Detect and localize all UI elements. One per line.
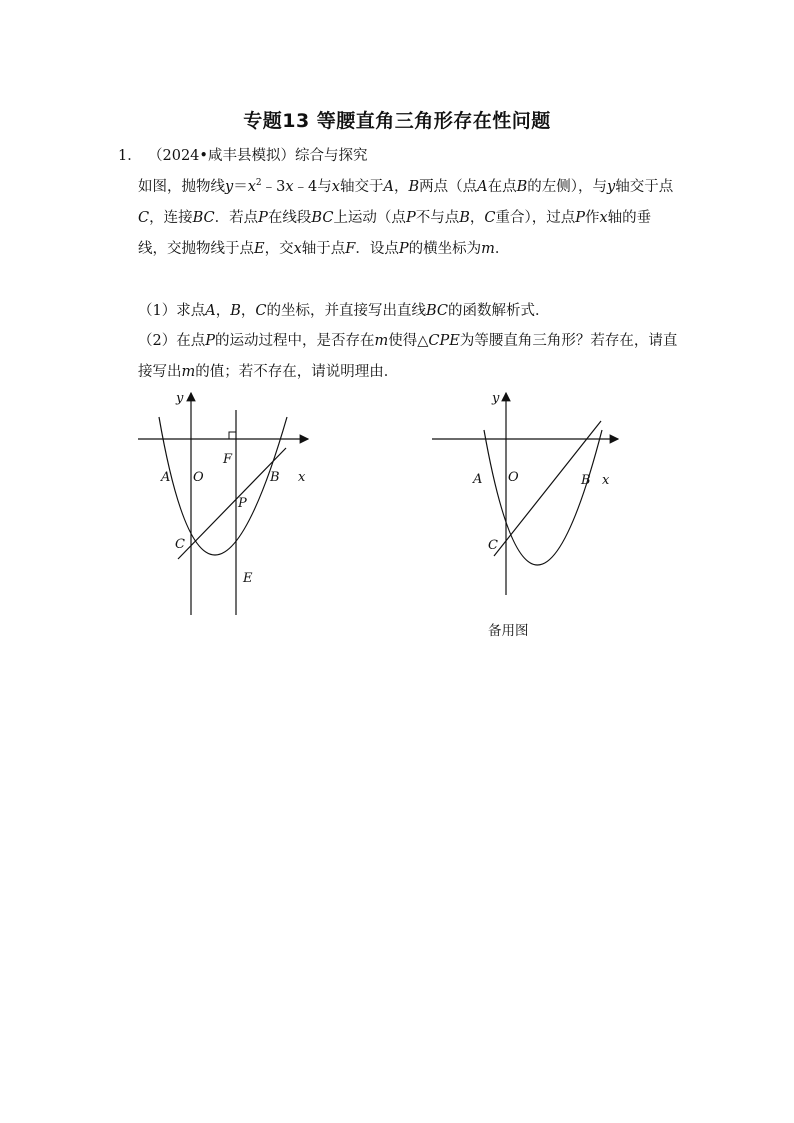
question-part-2: （2）在点P的运动过程中，是否存在m使得△CPE为等腰直角三角形？若存在，请直接写出m的值；若不存在，请说明理由． — [138, 333, 678, 380]
label-a: A — [473, 472, 483, 487]
page-title: 专题13 等腰直角三角形存在性问题 — [243, 110, 551, 132]
label-x: x — [602, 473, 610, 488]
label-c: C — [175, 537, 185, 552]
label-b: B — [270, 470, 280, 485]
label-o: O — [193, 470, 204, 485]
question-part-1: （1）求点A，B，C的坐标，并直接写出直线BC的函数解析式． — [138, 303, 550, 319]
label-y: y — [492, 391, 500, 406]
label-a: A — [161, 470, 171, 485]
label-c: C — [488, 538, 498, 553]
question-header — [118, 144, 367, 165]
question-stem: 如图，抛物线$y=x^2﹣3x﹣4$与x轴交于A，B两点（点A在点B的左侧），与y轴交于点C，连接BC．若点P在线段BC上运动（点P不与点B，C重合），过点P作x轴的垂线，交抛物线于点E，交x轴于点F．设点P的横坐标为m． — [138, 178, 674, 257]
parabola — [159, 417, 287, 555]
question-source: （2024•咸丰县模拟）综合与探究 — [148, 148, 368, 164]
label-e: E — [243, 571, 253, 586]
question-number: 1． — [118, 148, 142, 164]
figure-2-caption: 备用图 — [488, 623, 529, 639]
figure-2 — [426, 385, 626, 605]
label-x: x — [298, 470, 306, 485]
label-b: B — [581, 473, 591, 488]
figure-1 — [130, 385, 330, 625]
label-y: y — [176, 391, 184, 406]
right-angle-mark — [229, 432, 236, 439]
label-p: P — [238, 496, 247, 511]
label-f: F — [223, 452, 233, 467]
parabola — [484, 430, 602, 565]
label-o: O — [508, 470, 519, 485]
